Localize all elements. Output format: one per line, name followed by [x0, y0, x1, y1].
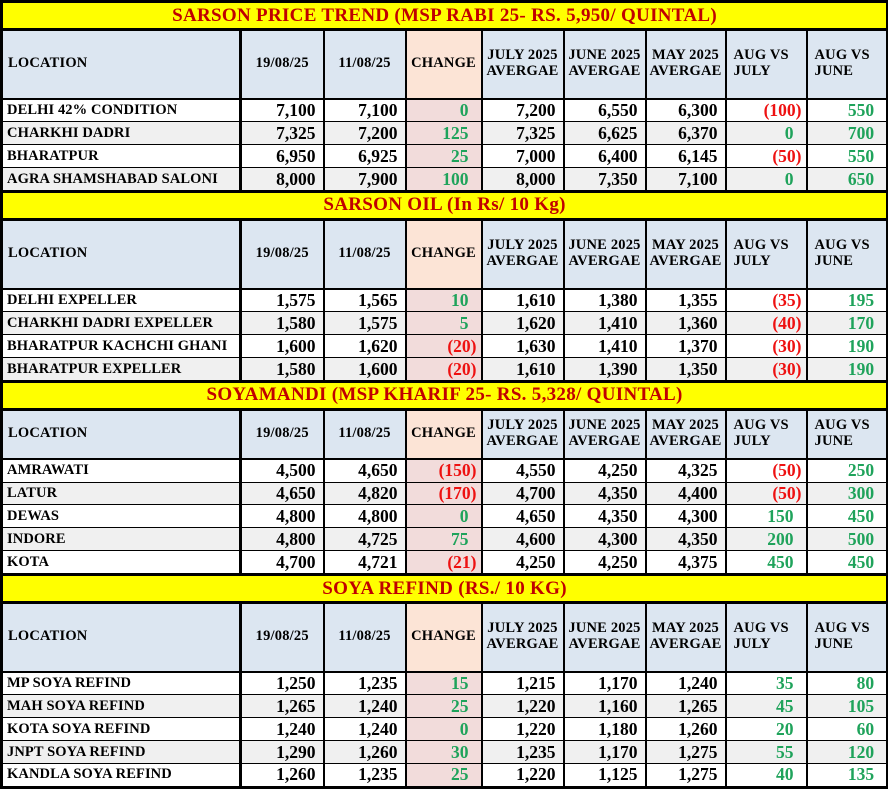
location-cell: JNPT SOYA REFIND [2, 741, 241, 764]
column-header-row [2, 409, 888, 458]
value-cell: 1,125 [564, 763, 646, 787]
value-cell: 30 [406, 741, 482, 764]
location-cell: KOTA [2, 551, 241, 575]
value-cell: 55 [726, 741, 807, 764]
column-header-change: CHANGE [406, 220, 482, 289]
value-cell: 190 [807, 335, 888, 358]
location-cell: MAH SOYA REFIND [2, 695, 241, 718]
value-cell: 7,325 [482, 122, 564, 145]
table-row [2, 459, 888, 482]
value-cell: 1,575 [241, 289, 324, 312]
value-cell: 4,250 [564, 551, 646, 575]
value-cell: 450 [807, 551, 888, 575]
column-header-19-08-25: 19/08/25 [241, 220, 324, 289]
value-cell: 35 [726, 672, 807, 695]
column-header-row [2, 220, 888, 289]
value-cell: 1,350 [646, 358, 726, 382]
value-cell: 45 [726, 695, 807, 718]
value-cell: 250 [807, 459, 888, 482]
value-cell: 4,700 [241, 551, 324, 575]
table-row [2, 551, 888, 575]
value-cell: 1,215 [482, 672, 564, 695]
value-cell: 7,200 [324, 122, 406, 145]
value-cell: (20) [406, 335, 482, 358]
value-cell: 1,390 [564, 358, 646, 382]
value-cell: 7,100 [241, 99, 324, 122]
location-cell: AGRA SHAMSHABAD SALONI [2, 168, 241, 192]
value-cell: 40 [726, 763, 807, 787]
value-cell: 1,370 [646, 335, 726, 358]
value-cell: 0 [726, 168, 807, 192]
value-cell: 8,000 [241, 168, 324, 192]
table-row [2, 528, 888, 551]
value-cell: 1,265 [241, 695, 324, 718]
value-cell: 4,300 [646, 505, 726, 528]
column-header-may-2025-avergae: MAY 2025 AVERGAE [646, 220, 726, 289]
value-cell: 4,375 [646, 551, 726, 575]
value-cell: 5 [406, 312, 482, 335]
section-title-row [2, 2, 888, 30]
value-cell: 1,410 [564, 335, 646, 358]
value-cell: 25 [406, 763, 482, 787]
value-cell: 10 [406, 289, 482, 312]
value-cell: 1,235 [482, 741, 564, 764]
value-cell: (150) [406, 459, 482, 482]
column-header-may-2025-avergae: MAY 2025 AVERGAE [646, 30, 726, 99]
value-cell: 1,240 [324, 718, 406, 741]
section-title: SOYA REFIND (RS./ 10 KG) [2, 575, 888, 603]
location-cell: CHARKHI DADRI EXPELLER [2, 312, 241, 335]
value-cell: 200 [726, 528, 807, 551]
table-row [2, 482, 888, 505]
value-cell: 170 [807, 312, 888, 335]
table-row [2, 718, 888, 741]
location-cell: MP SOYA REFIND [2, 672, 241, 695]
value-cell: 7,100 [324, 99, 406, 122]
value-cell: 500 [807, 528, 888, 551]
value-cell: 1,240 [241, 718, 324, 741]
value-cell: (170) [406, 482, 482, 505]
table-row [2, 99, 888, 122]
column-header-11-08-25: 11/08/25 [324, 30, 406, 99]
value-cell: 4,820 [324, 482, 406, 505]
value-cell: 7,200 [482, 99, 564, 122]
value-cell: 60 [807, 718, 888, 741]
value-cell: 4,650 [482, 505, 564, 528]
column-header-aug-vs-june: AUG VS JUNE [807, 409, 888, 458]
value-cell: (50) [726, 482, 807, 505]
value-cell: 1,260 [646, 718, 726, 741]
value-cell: 7,100 [646, 168, 726, 192]
column-header-aug-vs-july: AUG VS JULY [726, 220, 807, 289]
value-cell: 1,235 [324, 672, 406, 695]
column-header-aug-vs-june: AUG VS JUNE [807, 30, 888, 99]
location-cell: BHARATPUR [2, 145, 241, 168]
section-title-row [2, 191, 888, 219]
value-cell: 4,800 [241, 528, 324, 551]
column-header-change: CHANGE [406, 30, 482, 99]
value-cell: 1,235 [324, 763, 406, 787]
table-row [2, 312, 888, 335]
value-cell: 7,350 [564, 168, 646, 192]
column-header-june-2025-avergae: JUNE 2025 AVERGAE [564, 603, 646, 672]
table-row [2, 122, 888, 145]
column-header-11-08-25: 11/08/25 [324, 220, 406, 289]
column-header-19-08-25: 19/08/25 [241, 30, 324, 99]
value-cell: 6,370 [646, 122, 726, 145]
value-cell: 4,550 [482, 459, 564, 482]
value-cell: 6,925 [324, 145, 406, 168]
value-cell: 195 [807, 289, 888, 312]
value-cell: 4,400 [646, 482, 726, 505]
value-cell: 4,300 [564, 528, 646, 551]
value-cell: 300 [807, 482, 888, 505]
column-header-may-2025-avergae: MAY 2025 AVERGAE [646, 603, 726, 672]
value-cell: 1,240 [324, 695, 406, 718]
value-cell: 550 [807, 145, 888, 168]
table-row [2, 672, 888, 695]
value-cell: 450 [726, 551, 807, 575]
column-header-july-2025-avergae: JULY 2025 AVERGAE [482, 409, 564, 458]
column-header-location: LOCATION [2, 603, 241, 672]
column-header-change: CHANGE [406, 409, 482, 458]
value-cell: 1,220 [482, 695, 564, 718]
column-header-july-2025-avergae: JULY 2025 AVERGAE [482, 220, 564, 289]
value-cell: 1,275 [646, 741, 726, 764]
value-cell: 4,250 [482, 551, 564, 575]
value-cell: 1,620 [482, 312, 564, 335]
column-header-aug-vs-july: AUG VS JULY [726, 409, 807, 458]
column-header-aug-vs-july: AUG VS JULY [726, 603, 807, 672]
value-cell: 105 [807, 695, 888, 718]
value-cell: 1,250 [241, 672, 324, 695]
value-cell: 1,275 [646, 763, 726, 787]
value-cell: 1,600 [241, 335, 324, 358]
value-cell: 4,650 [241, 482, 324, 505]
value-cell: 190 [807, 358, 888, 382]
value-cell: (50) [726, 459, 807, 482]
value-cell: 4,725 [324, 528, 406, 551]
value-cell: 4,600 [482, 528, 564, 551]
column-header-location: LOCATION [2, 220, 241, 289]
value-cell: 1,620 [324, 335, 406, 358]
column-header-aug-vs-june: AUG VS JUNE [807, 220, 888, 289]
location-cell: KANDLA SOYA REFIND [2, 763, 241, 787]
column-header-location: LOCATION [2, 30, 241, 99]
value-cell: 1,580 [241, 312, 324, 335]
value-cell: 1,600 [324, 358, 406, 382]
column-header-row [2, 30, 888, 99]
value-cell: (35) [726, 289, 807, 312]
location-cell: DELHI 42% CONDITION [2, 99, 241, 122]
value-cell: 1,630 [482, 335, 564, 358]
value-cell: 1,290 [241, 741, 324, 764]
value-cell: 25 [406, 145, 482, 168]
value-cell: 4,350 [646, 528, 726, 551]
value-cell: (30) [726, 335, 807, 358]
price-sheet-body [2, 2, 888, 788]
value-cell: 4,500 [241, 459, 324, 482]
value-cell: 4,650 [324, 459, 406, 482]
value-cell: 100 [406, 168, 482, 192]
table-row [2, 358, 888, 382]
value-cell: (21) [406, 551, 482, 575]
table-row [2, 168, 888, 192]
value-cell: 1,565 [324, 289, 406, 312]
value-cell: 1,360 [646, 312, 726, 335]
value-cell: 0 [406, 99, 482, 122]
value-cell: 650 [807, 168, 888, 192]
value-cell: 0 [406, 718, 482, 741]
value-cell: 1,575 [324, 312, 406, 335]
value-cell: 700 [807, 122, 888, 145]
location-cell: LATUR [2, 482, 241, 505]
column-header-july-2025-avergae: JULY 2025 AVERGAE [482, 30, 564, 99]
column-header-11-08-25: 11/08/25 [324, 409, 406, 458]
value-cell: 1,240 [646, 672, 726, 695]
location-cell: BHARATPUR EXPELLER [2, 358, 241, 382]
section-title-row [2, 381, 888, 409]
column-header-aug-vs-july: AUG VS JULY [726, 30, 807, 99]
value-cell: 25 [406, 695, 482, 718]
value-cell: 4,700 [482, 482, 564, 505]
value-cell: 6,550 [564, 99, 646, 122]
table-row [2, 145, 888, 168]
value-cell: 1,180 [564, 718, 646, 741]
location-cell: DELHI EXPELLER [2, 289, 241, 312]
table-row [2, 289, 888, 312]
column-header-19-08-25: 19/08/25 [241, 409, 324, 458]
column-header-location: LOCATION [2, 409, 241, 458]
value-cell: 4,250 [564, 459, 646, 482]
value-cell: 4,800 [241, 505, 324, 528]
column-header-change: CHANGE [406, 603, 482, 672]
column-header-may-2025-avergae: MAY 2025 AVERGAE [646, 409, 726, 458]
value-cell: 1,170 [564, 741, 646, 764]
table-row [2, 505, 888, 528]
value-cell: 4,800 [324, 505, 406, 528]
location-cell: CHARKHI DADRI [2, 122, 241, 145]
value-cell: 75 [406, 528, 482, 551]
value-cell: 6,300 [646, 99, 726, 122]
value-cell: 6,950 [241, 145, 324, 168]
value-cell: 0 [726, 122, 807, 145]
value-cell: 1,265 [646, 695, 726, 718]
value-cell: 550 [807, 99, 888, 122]
location-cell: KOTA SOYA REFIND [2, 718, 241, 741]
table-row [2, 763, 888, 787]
location-cell: INDORE [2, 528, 241, 551]
value-cell: 1,260 [324, 741, 406, 764]
value-cell: (40) [726, 312, 807, 335]
table-row [2, 695, 888, 718]
value-cell: 7,000 [482, 145, 564, 168]
value-cell: 1,220 [482, 718, 564, 741]
value-cell: (50) [726, 145, 807, 168]
column-header-june-2025-avergae: JUNE 2025 AVERGAE [564, 30, 646, 99]
column-header-19-08-25: 19/08/25 [241, 603, 324, 672]
value-cell: (30) [726, 358, 807, 382]
value-cell: 6,400 [564, 145, 646, 168]
value-cell: 150 [726, 505, 807, 528]
value-cell: 0 [406, 505, 482, 528]
value-cell: 4,350 [564, 482, 646, 505]
section-title-row [2, 575, 888, 603]
value-cell: 4,350 [564, 505, 646, 528]
table-row [2, 335, 888, 358]
section-title: SARSON OIL (In Rs/ 10 Kg) [2, 191, 888, 219]
value-cell: 4,721 [324, 551, 406, 575]
value-cell: 135 [807, 763, 888, 787]
column-header-july-2025-avergae: JULY 2025 AVERGAE [482, 603, 564, 672]
value-cell: 1,410 [564, 312, 646, 335]
value-cell: 120 [807, 741, 888, 764]
value-cell: 125 [406, 122, 482, 145]
value-cell: 450 [807, 505, 888, 528]
section-title: SARSON PRICE TREND (MSP RABI 25- RS. 5,950/ QUINTAL) [2, 2, 888, 30]
column-header-11-08-25: 11/08/25 [324, 603, 406, 672]
column-header-aug-vs-june: AUG VS JUNE [807, 603, 888, 672]
value-cell: (20) [406, 358, 482, 382]
column-header-row [2, 603, 888, 672]
value-cell: 1,610 [482, 358, 564, 382]
value-cell: 1,380 [564, 289, 646, 312]
value-cell: 7,900 [324, 168, 406, 192]
value-cell: 20 [726, 718, 807, 741]
section-title: SOYAMANDI (MSP KHARIF 25- RS. 5,328/ QUINTAL) [2, 381, 888, 409]
location-cell: BHARATPUR KACHCHI GHANI [2, 335, 241, 358]
value-cell: 6,145 [646, 145, 726, 168]
table-row [2, 741, 888, 764]
value-cell: 1,260 [241, 763, 324, 787]
value-cell: 1,355 [646, 289, 726, 312]
value-cell: 1,610 [482, 289, 564, 312]
value-cell: 80 [807, 672, 888, 695]
column-header-june-2025-avergae: JUNE 2025 AVERGAE [564, 409, 646, 458]
value-cell: 6,625 [564, 122, 646, 145]
value-cell: (100) [726, 99, 807, 122]
value-cell: 7,325 [241, 122, 324, 145]
location-cell: DEWAS [2, 505, 241, 528]
location-cell: AMRAWATI [2, 459, 241, 482]
value-cell: 4,325 [646, 459, 726, 482]
column-header-june-2025-avergae: JUNE 2025 AVERGAE [564, 220, 646, 289]
value-cell: 8,000 [482, 168, 564, 192]
value-cell: 1,160 [564, 695, 646, 718]
value-cell: 1,220 [482, 763, 564, 787]
value-cell: 1,170 [564, 672, 646, 695]
value-cell: 1,580 [241, 358, 324, 382]
value-cell: 15 [406, 672, 482, 695]
